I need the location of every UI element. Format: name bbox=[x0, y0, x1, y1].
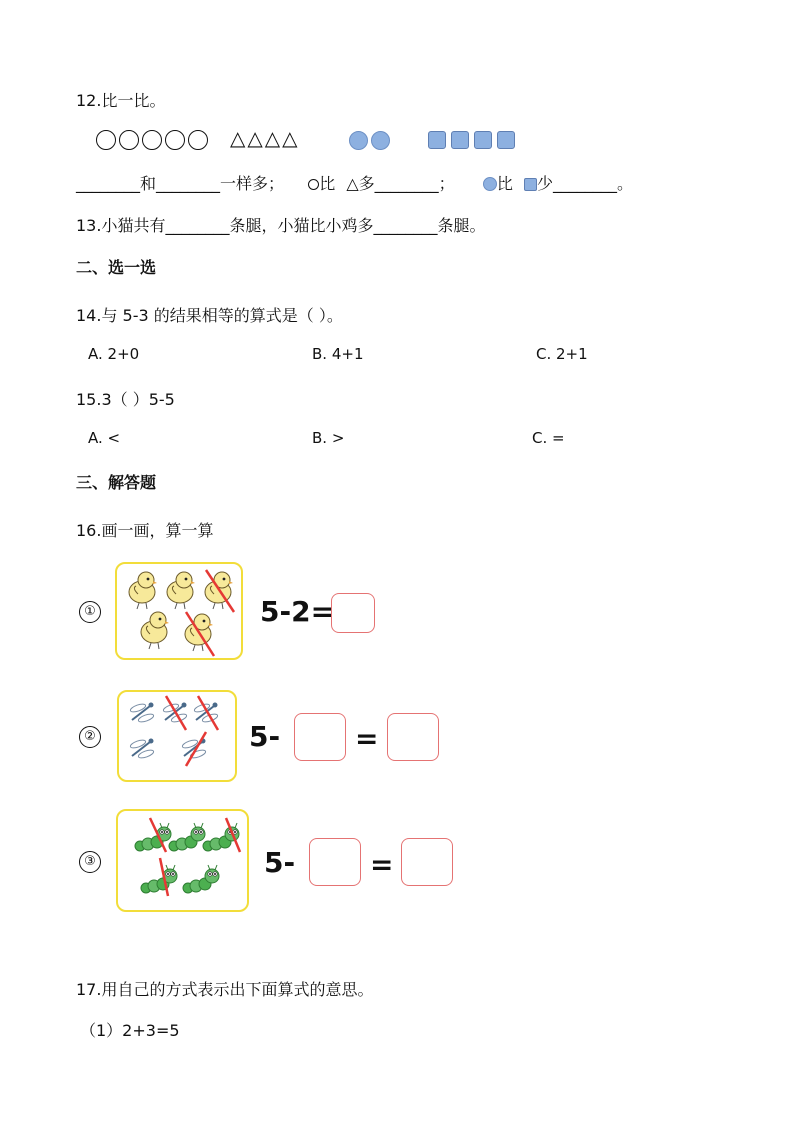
caterpillar-icon bbox=[141, 865, 177, 893]
equation-3-equals: = bbox=[370, 848, 394, 881]
text-same: 一样多； bbox=[220, 174, 285, 193]
text-and: 和 bbox=[140, 174, 157, 193]
text-period: 。 bbox=[616, 174, 633, 193]
caterpillar-icon bbox=[183, 865, 219, 893]
q14-option-a[interactable]: A. 2+0 bbox=[88, 345, 140, 363]
equation-2-left: 5- bbox=[249, 720, 281, 753]
text-bi: 比 bbox=[319, 174, 336, 193]
dragonfly-icon bbox=[181, 738, 206, 759]
text-shao: 少 bbox=[536, 174, 553, 193]
cross-mark bbox=[186, 732, 206, 766]
dragonfly-icon bbox=[193, 702, 218, 723]
triangles-group: △△△△ bbox=[230, 126, 300, 150]
q14-option-c[interactable]: C. 2+1 bbox=[536, 345, 588, 363]
cross-mark bbox=[166, 696, 186, 730]
answer-blank[interactable]: ________ bbox=[76, 174, 140, 193]
answer-blank[interactable]: ________ bbox=[156, 174, 221, 193]
answer-blank[interactable]: ________ bbox=[552, 174, 617, 193]
q13-text: 13.小猫共有________条腿，小猫比小鸡多________条腿。 bbox=[76, 216, 486, 235]
section-3-title: 三、解答题 bbox=[76, 473, 157, 492]
q15-option-a[interactable]: A. < bbox=[88, 429, 121, 447]
q14-text: 14.与 5-3 的结果相等的算式是（ ）。 bbox=[76, 306, 343, 325]
triangle-icon: △ bbox=[346, 174, 359, 193]
equation-2-equals: = bbox=[355, 722, 379, 755]
item-marker-3: ③ bbox=[79, 851, 101, 873]
chick-icon bbox=[141, 612, 169, 649]
section-2-title: 二、选一选 bbox=[76, 258, 157, 277]
q12-title: 12.比一比。 bbox=[76, 91, 166, 110]
equation-3-left: 5- bbox=[264, 846, 296, 879]
answer-blank[interactable]: ________ bbox=[374, 174, 439, 193]
q15-text: 15.3（ ）5-5 bbox=[76, 390, 175, 409]
q15-option-b[interactable]: B. > bbox=[312, 429, 345, 447]
text-semicolon: ； bbox=[438, 174, 455, 193]
cross-mark bbox=[198, 696, 218, 730]
q15-option-c[interactable]: C. = bbox=[532, 429, 565, 447]
text-duo: 多 bbox=[358, 174, 375, 193]
item-marker-1: ① bbox=[79, 601, 101, 623]
text-bi: 比 bbox=[496, 174, 513, 193]
dragonfly-icon bbox=[129, 738, 154, 759]
dragonfly-icon bbox=[129, 702, 154, 723]
chick-icon bbox=[129, 572, 157, 609]
caterpillar-icon bbox=[169, 823, 205, 851]
q14-option-b[interactable]: B. 4+1 bbox=[312, 345, 364, 363]
equation-1: 5-2= bbox=[260, 595, 335, 628]
item-marker-2: ② bbox=[79, 726, 101, 748]
chick-icon bbox=[167, 572, 195, 609]
q16-title: 16.画一画，算一算 bbox=[76, 521, 214, 540]
q17-title: 17.用自己的方式表示出下面算式的意思。 bbox=[76, 980, 374, 999]
q17-sub1: （1）2+3=5 bbox=[80, 1021, 180, 1040]
